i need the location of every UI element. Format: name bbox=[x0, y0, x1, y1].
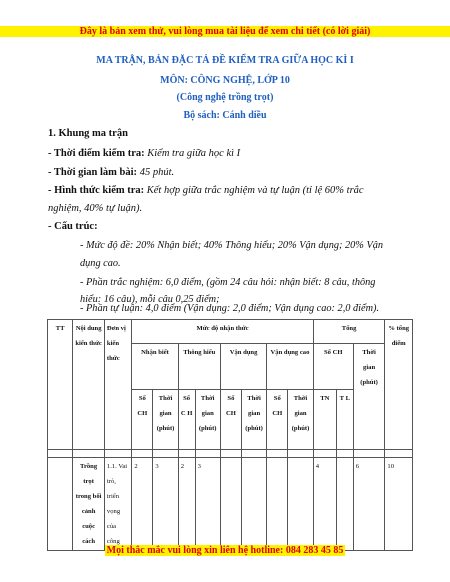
header-vdc-tg: Thời gian (phút) bbox=[288, 390, 313, 450]
row-content: Trồng trọt trong bối cảnh cuộc cách bbox=[73, 458, 105, 551]
level-line: - Mức độ đề: 20% Nhận biết; 40% Thông hiểu; 20% Vận dụng; 20% Vận bbox=[80, 240, 384, 251]
book-title: Bộ sách: Cánh diều bbox=[183, 110, 267, 121]
header-th: Thông hiểu bbox=[178, 344, 220, 390]
row-nb-ch: 2 bbox=[132, 458, 153, 551]
exam-time-line bbox=[48, 148, 240, 159]
header-nb-tg: Thời gian (phút) bbox=[153, 390, 178, 450]
header-time: Thời gian (phút) bbox=[353, 344, 385, 450]
duration-value: 45 phút. bbox=[139, 167, 175, 178]
header-soch: Số CH bbox=[313, 344, 353, 390]
matrix-table bbox=[47, 319, 413, 551]
row-unit: 1.1. Vai trò, triển vọng của công bbox=[104, 458, 131, 551]
section-heading: 1. Khung ma trận bbox=[48, 128, 128, 139]
header-vd-tg: Thời gian (phút) bbox=[241, 390, 266, 450]
duration-label: - Thời gian làm bài: bbox=[48, 167, 138, 178]
subject-subtitle: (Công nghệ trồng trọt) bbox=[176, 92, 274, 103]
row-tn: 4 bbox=[313, 458, 336, 551]
exam-time-value: Kiểm tra giữa học kì I bbox=[147, 148, 241, 159]
header-tl: T L bbox=[336, 390, 353, 450]
header-percent: % tổng điểm bbox=[385, 320, 413, 450]
row-nb-tg: 3 bbox=[153, 458, 178, 551]
exam-time-label: - Thời điểm kiểm tra: bbox=[48, 148, 145, 159]
header-th-tg: Thời gian (phút) bbox=[195, 390, 220, 450]
mc-line: - Phần trắc nghiệm: 6,0 điểm, (gồm 24 câu hỏi: nhận biết: 8 câu, thông bbox=[80, 277, 376, 288]
header-vd-ch: Số CH bbox=[220, 390, 241, 450]
header-th-ch: Số C H bbox=[178, 390, 195, 450]
header-total: Tổng bbox=[313, 320, 385, 344]
row-time: 6 bbox=[353, 458, 385, 551]
row-th-ch: 2 bbox=[178, 458, 195, 551]
form-line-2: nghiệm, 40% tự luận). bbox=[48, 203, 143, 214]
row-percent: 10 bbox=[385, 458, 413, 551]
duration-line bbox=[48, 167, 174, 178]
header-vdc: Vận dụng cao bbox=[267, 344, 313, 390]
row-th-tg: 3 bbox=[195, 458, 220, 551]
header-nb-ch: Số CH bbox=[132, 390, 153, 450]
header-tn: TN bbox=[313, 390, 336, 450]
hotline-banner: Mọi thắc mắc vui lòng xin liên hệ hotline: 084 283 45 85 bbox=[106, 545, 344, 556]
level-line-2: dụng cao. bbox=[80, 258, 121, 269]
header-vd: Vận dụng bbox=[220, 344, 266, 390]
header-tt: TT bbox=[48, 320, 73, 450]
form-line bbox=[48, 185, 364, 196]
structure-heading: - Cấu trúc: bbox=[48, 221, 98, 232]
essay-line: - Phần tự luận: 4,0 điểm (Vận dụng: 2,0 điểm; Vận dụng cao: 2,0 điểm). bbox=[80, 303, 380, 314]
header-unit: Đơn vị kiến thức bbox=[104, 320, 131, 450]
preview-banner: Đây là bản xem thử, vui lòng mua tài liệu để xem chi tiết (có lời giải) bbox=[0, 26, 450, 37]
header-content: Nội dung kiến thức bbox=[73, 320, 105, 450]
header-nb: Nhận biết bbox=[132, 344, 178, 390]
doc-title: MA TRẬN, BẢN ĐẶC TẢ ĐỀ KIỂM TRA GIỮA HỌC KÌ I bbox=[96, 55, 354, 66]
subject-title: MÔN: CÔNG NGHỆ, LỚP 10 bbox=[160, 75, 290, 86]
header-level: Mức độ nhận thức bbox=[132, 320, 313, 344]
form-label: - Hình thức kiểm tra: bbox=[48, 185, 145, 196]
form-value: Kết hợp giữa trắc nghiệm và tự luận (tỉ lệ 60% trắc bbox=[146, 185, 364, 196]
mc-line-2: hiểu: 16 câu), mỗi câu 0,25 điểm; bbox=[80, 294, 220, 305]
header-vdc-ch: Số CH bbox=[267, 390, 288, 450]
